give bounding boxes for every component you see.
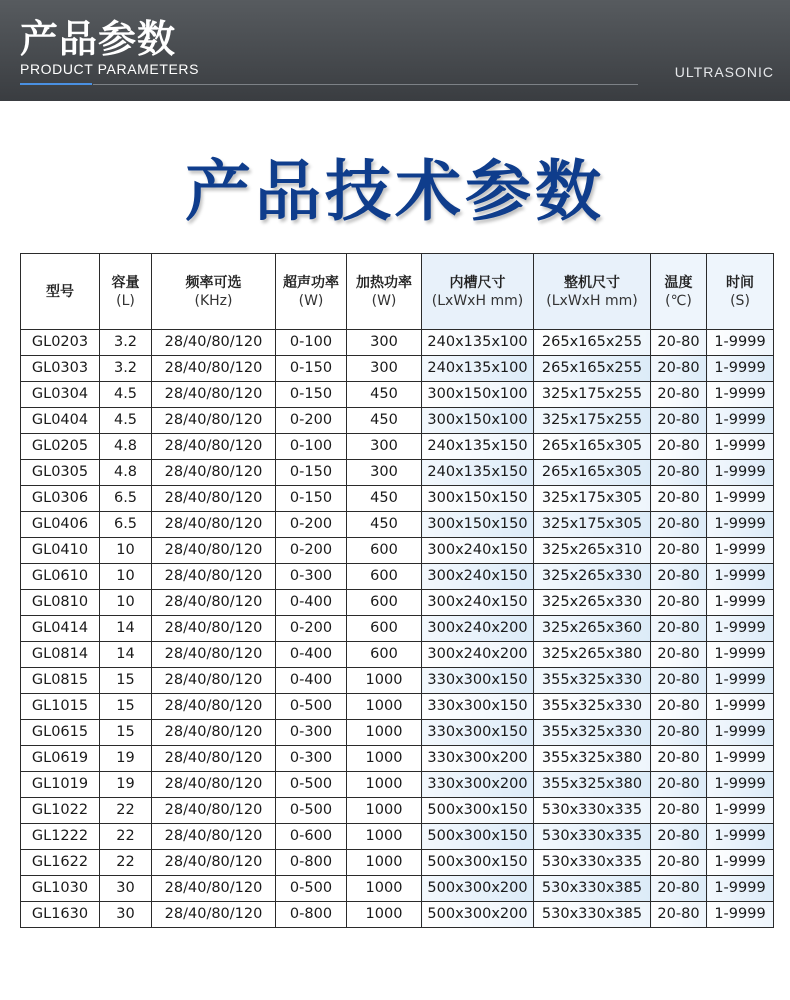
column-header-label: 超声功率 — [283, 274, 339, 291]
header-row — [21, 254, 774, 330]
column-header-label: 加热功率 — [356, 274, 412, 291]
table-cell: 0-300 — [276, 564, 347, 590]
column-header-label: 容量 — [111, 274, 140, 291]
table-cell: 1000 — [347, 772, 422, 798]
header-accent-underline — [20, 83, 92, 85]
table-cell: 0-600 — [276, 824, 347, 850]
table-row — [21, 460, 774, 486]
table-cell: 1-9999 — [707, 824, 774, 850]
table-cell: 10 — [100, 590, 152, 616]
table-cell: 20-80 — [651, 590, 707, 616]
table-cell: 265x165x255 — [534, 356, 651, 382]
column-header-unit: (LxWxH mm) — [546, 292, 638, 309]
table-cell: 1000 — [347, 668, 422, 694]
table-cell: 325x265x330 — [534, 564, 651, 590]
table-row — [21, 486, 774, 512]
table-cell: 325x175x255 — [534, 382, 651, 408]
table-cell: 265x165x305 — [534, 460, 651, 486]
column-header-unit: (W) — [371, 292, 397, 309]
table-cell: 530x330x385 — [534, 902, 651, 928]
table-cell: 22 — [100, 798, 152, 824]
table-cell: 600 — [347, 590, 422, 616]
table-cell: 1-9999 — [707, 512, 774, 538]
table-cell: 1-9999 — [707, 460, 774, 486]
table-cell: 1-9999 — [707, 408, 774, 434]
column-header — [152, 254, 276, 330]
table-cell: 28/40/80/120 — [152, 538, 276, 564]
table-cell: 330x300x150 — [422, 720, 534, 746]
table-cell: 300x240x150 — [422, 538, 534, 564]
table-cell: 1-9999 — [707, 720, 774, 746]
table-cell: 265x165x305 — [534, 434, 651, 460]
table-cell: 20-80 — [651, 668, 707, 694]
table-cell: 1000 — [347, 876, 422, 902]
table-cell: 20-80 — [651, 356, 707, 382]
table-cell: 28/40/80/120 — [152, 512, 276, 538]
column-header-label: 频率可选 — [185, 274, 242, 291]
table-cell: 0-500 — [276, 694, 347, 720]
table-cell: GL0414 — [21, 616, 100, 642]
table-cell: 20-80 — [651, 408, 707, 434]
table-cell: 28/40/80/120 — [152, 590, 276, 616]
table-cell: GL1015 — [21, 694, 100, 720]
table-cell: 1-9999 — [707, 564, 774, 590]
table-row — [21, 850, 774, 876]
table-cell: 14 — [100, 616, 152, 642]
table-cell: 4.8 — [100, 434, 152, 460]
table-cell: 355x325x380 — [534, 772, 651, 798]
table-cell: 1-9999 — [707, 850, 774, 876]
table-row — [21, 356, 774, 382]
table-cell: 1-9999 — [707, 590, 774, 616]
table-cell: GL0619 — [21, 746, 100, 772]
table-cell: 0-300 — [276, 720, 347, 746]
table-cell: 1-9999 — [707, 668, 774, 694]
table-cell: 30 — [100, 876, 152, 902]
table-cell: 1-9999 — [707, 356, 774, 382]
table-row — [21, 590, 774, 616]
table-cell: 240x135x150 — [422, 434, 534, 460]
table-cell: 1-9999 — [707, 772, 774, 798]
table-cell: GL1622 — [21, 850, 100, 876]
table-cell: 20-80 — [651, 538, 707, 564]
table-cell: 500x300x200 — [422, 902, 534, 928]
table-cell: GL0303 — [21, 356, 100, 382]
table-cell: 300x150x150 — [422, 486, 534, 512]
table-cell: GL0305 — [21, 460, 100, 486]
table-cell: 0-100 — [276, 434, 347, 460]
table-cell: 1-9999 — [707, 902, 774, 928]
table-cell: 22 — [100, 850, 152, 876]
table-cell: GL0610 — [21, 564, 100, 590]
table-row — [21, 746, 774, 772]
table-cell: 28/40/80/120 — [152, 850, 276, 876]
table-cell: 20-80 — [651, 798, 707, 824]
table-cell: 300 — [347, 460, 422, 486]
table-cell: 325x265x330 — [534, 590, 651, 616]
table-cell: 28/40/80/120 — [152, 824, 276, 850]
table-cell: 355x325x330 — [534, 694, 651, 720]
table-row — [21, 642, 774, 668]
table-cell: 15 — [100, 668, 152, 694]
table-cell: 300x240x150 — [422, 564, 534, 590]
table-cell: 28/40/80/120 — [152, 798, 276, 824]
table-cell: 600 — [347, 538, 422, 564]
table-cell: 14 — [100, 642, 152, 668]
table-cell: 28/40/80/120 — [152, 720, 276, 746]
table-cell: 0-150 — [276, 382, 347, 408]
table-cell: 4.5 — [100, 382, 152, 408]
table-cell: 1-9999 — [707, 434, 774, 460]
column-header — [347, 254, 422, 330]
table-cell: 3.2 — [100, 330, 152, 356]
table-cell: 20-80 — [651, 642, 707, 668]
column-header — [100, 254, 152, 330]
header-title: 产品参数 — [20, 17, 177, 61]
header-divider-line — [93, 84, 638, 85]
table-cell: 0-150 — [276, 486, 347, 512]
table-cell: 10 — [100, 538, 152, 564]
table-cell: 0-300 — [276, 746, 347, 772]
table-cell: 300x240x200 — [422, 642, 534, 668]
table-cell: 0-500 — [276, 876, 347, 902]
table-cell: 330x300x150 — [422, 694, 534, 720]
header-subtitle: PRODUCT PARAMETERS — [20, 61, 200, 77]
table-cell: 20-80 — [651, 616, 707, 642]
table-cell: 355x325x330 — [534, 668, 651, 694]
table-cell: GL0410 — [21, 538, 100, 564]
table-cell: 1-9999 — [707, 798, 774, 824]
table-cell: 3.2 — [100, 356, 152, 382]
table-cell: 530x330x335 — [534, 824, 651, 850]
table-row — [21, 668, 774, 694]
table-cell: 0-200 — [276, 538, 347, 564]
table-cell: 1000 — [347, 746, 422, 772]
table-cell: 325x265x360 — [534, 616, 651, 642]
table-cell: 0-200 — [276, 408, 347, 434]
table-cell: 28/40/80/120 — [152, 356, 276, 382]
table-cell: 1-9999 — [707, 876, 774, 902]
column-header-unit: (KHz) — [194, 292, 233, 309]
column-header-unit: (S) — [730, 292, 750, 309]
table-cell: GL1019 — [21, 772, 100, 798]
table-cell: 20-80 — [651, 824, 707, 850]
table-cell: 22 — [100, 824, 152, 850]
table-cell: 20-80 — [651, 486, 707, 512]
table-cell: 1000 — [347, 824, 422, 850]
spec-table-body — [21, 330, 774, 928]
table-cell: GL0205 — [21, 434, 100, 460]
column-header — [707, 254, 774, 330]
table-cell: 300x150x100 — [422, 408, 534, 434]
table-cell: 355x325x330 — [534, 720, 651, 746]
table-cell: 500x300x150 — [422, 824, 534, 850]
column-header-label: 时间 — [726, 274, 754, 291]
column-header-label: 内槽尺寸 — [449, 274, 506, 291]
table-cell: 20-80 — [651, 850, 707, 876]
table-cell: GL1030 — [21, 876, 100, 902]
page-title: 产品技术参数 — [185, 153, 605, 230]
column-header-label: 温度 — [664, 274, 693, 291]
table-cell: 20-80 — [651, 720, 707, 746]
table-cell: 20-80 — [651, 876, 707, 902]
table-cell: GL1022 — [21, 798, 100, 824]
column-header-unit: (℃) — [665, 292, 692, 309]
table-cell: 450 — [347, 486, 422, 512]
table-row — [21, 902, 774, 928]
table-cell: 1-9999 — [707, 538, 774, 564]
table-cell: 0-150 — [276, 460, 347, 486]
table-cell: 1-9999 — [707, 616, 774, 642]
table-cell: 325x175x305 — [534, 512, 651, 538]
table-cell: 15 — [100, 720, 152, 746]
table-cell: 330x300x150 — [422, 668, 534, 694]
table-cell: 0-500 — [276, 798, 347, 824]
table-row — [21, 382, 774, 408]
table-cell: 28/40/80/120 — [152, 382, 276, 408]
table-cell: 28/40/80/120 — [152, 642, 276, 668]
table-cell: 19 — [100, 746, 152, 772]
table-cell: 28/40/80/120 — [152, 616, 276, 642]
table-cell: 28/40/80/120 — [152, 408, 276, 434]
table-cell: 20-80 — [651, 382, 707, 408]
table-cell: 1-9999 — [707, 486, 774, 512]
table-cell: 325x175x305 — [534, 486, 651, 512]
table-cell: 450 — [347, 382, 422, 408]
table-cell: 28/40/80/120 — [152, 330, 276, 356]
table-cell: 28/40/80/120 — [152, 460, 276, 486]
table-cell: GL0406 — [21, 512, 100, 538]
table-cell: 0-400 — [276, 590, 347, 616]
table-cell: 28/40/80/120 — [152, 746, 276, 772]
table-row — [21, 512, 774, 538]
table-cell: 1000 — [347, 850, 422, 876]
table-cell: 300x240x150 — [422, 590, 534, 616]
table-cell: 450 — [347, 512, 422, 538]
table-cell: 0-400 — [276, 668, 347, 694]
table-cell: 0-150 — [276, 356, 347, 382]
column-header-unit: (LxWxH mm) — [431, 292, 524, 309]
table-cell: 325x265x310 — [534, 538, 651, 564]
table-cell: 600 — [347, 564, 422, 590]
table-cell: 4.5 — [100, 408, 152, 434]
table-row — [21, 434, 774, 460]
table-cell: 0-200 — [276, 512, 347, 538]
header-banner — [0, 0, 790, 101]
table-cell: 530x330x335 — [534, 850, 651, 876]
table-cell: 28/40/80/120 — [152, 434, 276, 460]
table-cell: 1000 — [347, 694, 422, 720]
column-header — [651, 254, 707, 330]
table-cell: 0-200 — [276, 616, 347, 642]
table-cell: GL0815 — [21, 668, 100, 694]
column-header — [276, 254, 347, 330]
table-cell: 19 — [100, 772, 152, 798]
table-row — [21, 876, 774, 902]
table-row — [21, 564, 774, 590]
column-header-label: 型号 — [46, 283, 74, 300]
table-row — [21, 772, 774, 798]
table-cell: 300x150x100 — [422, 382, 534, 408]
table-cell: 28/40/80/120 — [152, 564, 276, 590]
table-cell: 500x300x150 — [422, 850, 534, 876]
table-cell: 1-9999 — [707, 694, 774, 720]
table-cell: 300x150x150 — [422, 512, 534, 538]
table-cell: 20-80 — [651, 772, 707, 798]
table-cell: 6.5 — [100, 512, 152, 538]
table-row — [21, 694, 774, 720]
table-cell: 1-9999 — [707, 382, 774, 408]
table-cell: 265x165x255 — [534, 330, 651, 356]
spec-table — [20, 253, 774, 928]
table-cell: 0-500 — [276, 772, 347, 798]
table-cell: 500x300x150 — [422, 798, 534, 824]
table-cell: GL0306 — [21, 486, 100, 512]
table-cell: 1-9999 — [707, 330, 774, 356]
table-cell: GL0615 — [21, 720, 100, 746]
table-cell: 1-9999 — [707, 746, 774, 772]
table-row — [21, 538, 774, 564]
table-cell: 28/40/80/120 — [152, 876, 276, 902]
table-row — [21, 720, 774, 746]
table-cell: 240x135x100 — [422, 330, 534, 356]
table-cell: 10 — [100, 564, 152, 590]
table-cell: 28/40/80/120 — [152, 486, 276, 512]
table-cell: 500x300x200 — [422, 876, 534, 902]
table-cell: 20-80 — [651, 434, 707, 460]
table-cell: 240x135x150 — [422, 460, 534, 486]
table-cell: GL0203 — [21, 330, 100, 356]
table-cell: 330x300x200 — [422, 772, 534, 798]
table-cell: 28/40/80/120 — [152, 694, 276, 720]
table-cell: 20-80 — [651, 330, 707, 356]
table-cell: 600 — [347, 616, 422, 642]
table-cell: 28/40/80/120 — [152, 902, 276, 928]
table-cell: 20-80 — [651, 902, 707, 928]
column-header-label: 整机尺寸 — [564, 274, 620, 291]
column-header — [422, 254, 534, 330]
table-cell: 28/40/80/120 — [152, 772, 276, 798]
table-cell: 300 — [347, 434, 422, 460]
table-cell: GL1222 — [21, 824, 100, 850]
table-cell: GL0304 — [21, 382, 100, 408]
column-header — [21, 254, 100, 330]
table-cell: 1000 — [347, 720, 422, 746]
table-cell: 4.8 — [100, 460, 152, 486]
table-cell: 28/40/80/120 — [152, 668, 276, 694]
table-cell: 0-800 — [276, 902, 347, 928]
table-row — [21, 408, 774, 434]
table-row — [21, 330, 774, 356]
table-cell: 450 — [347, 408, 422, 434]
table-cell: 20-80 — [651, 564, 707, 590]
column-header-unit: (L) — [116, 292, 135, 309]
table-cell: GL0404 — [21, 408, 100, 434]
table-cell: 300 — [347, 356, 422, 382]
table-cell: 20-80 — [651, 512, 707, 538]
table-cell: 30 — [100, 902, 152, 928]
table-cell: 1000 — [347, 902, 422, 928]
table-cell: 1-9999 — [707, 642, 774, 668]
table-cell: 20-80 — [651, 746, 707, 772]
table-cell: GL1630 — [21, 902, 100, 928]
table-cell: 325x175x255 — [534, 408, 651, 434]
table-cell: 300 — [347, 330, 422, 356]
table-cell: 0-100 — [276, 330, 347, 356]
table-cell: GL0814 — [21, 642, 100, 668]
table-cell: 20-80 — [651, 460, 707, 486]
table-cell: 6.5 — [100, 486, 152, 512]
table-cell: 20-80 — [651, 694, 707, 720]
table-cell: 330x300x200 — [422, 746, 534, 772]
table-cell: GL0810 — [21, 590, 100, 616]
table-cell: 0-800 — [276, 850, 347, 876]
table-cell: 15 — [100, 694, 152, 720]
table-cell: 530x330x385 — [534, 876, 651, 902]
table-cell: 600 — [347, 642, 422, 668]
column-header — [534, 254, 651, 330]
table-cell: 530x330x335 — [534, 798, 651, 824]
table-row — [21, 798, 774, 824]
spec-table-header — [21, 254, 774, 330]
table-row — [21, 616, 774, 642]
table-row — [21, 824, 774, 850]
column-header-unit: (W) — [298, 292, 324, 309]
table-cell: 300x240x200 — [422, 616, 534, 642]
table-cell: 240x135x100 — [422, 356, 534, 382]
table-cell: 1000 — [347, 798, 422, 824]
table-cell: 0-400 — [276, 642, 347, 668]
header-brand-label: ULTRASONIC — [674, 64, 774, 80]
table-cell: 325x265x380 — [534, 642, 651, 668]
table-cell: 355x325x380 — [534, 746, 651, 772]
